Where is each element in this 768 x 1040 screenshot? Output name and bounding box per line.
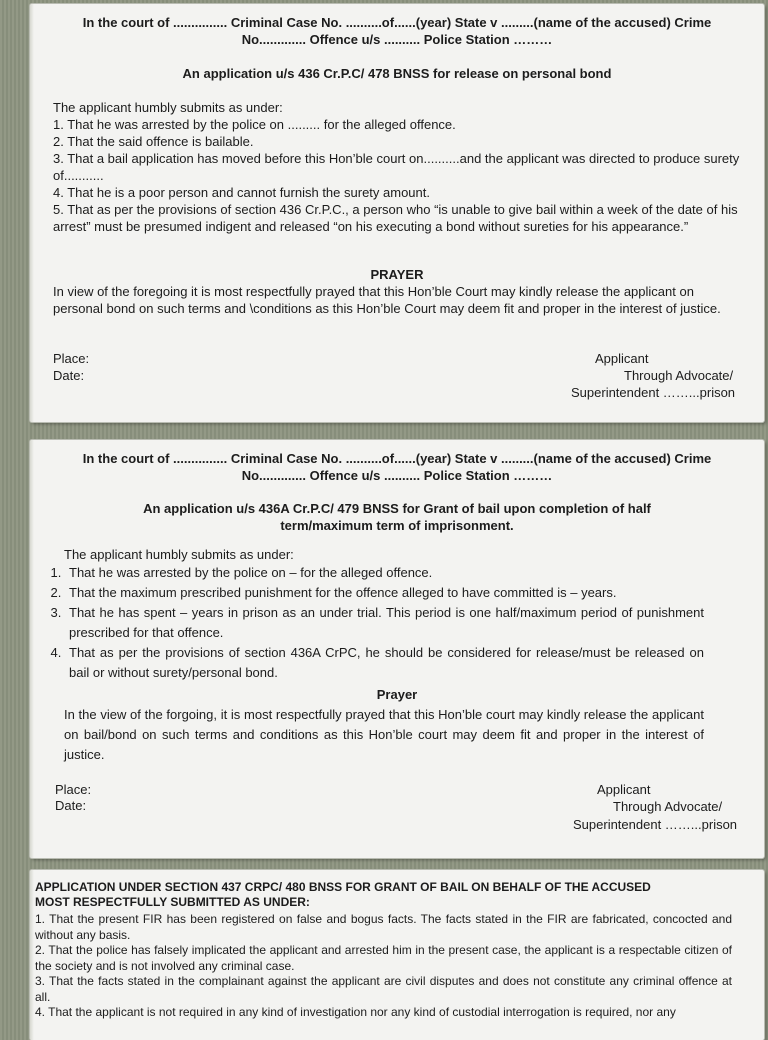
application-title xyxy=(30,500,764,534)
submission-point: 3. That he has spent – years in prison as an under trial. This period is one half/maximum period of punishment prescribed for that offence. xyxy=(65,603,704,643)
place-label: Place: xyxy=(55,782,92,797)
court-header-line-1: In the court of ............... Criminal Case No. ..........of......(year) State v .........(name of the accused) Crime xyxy=(82,451,712,466)
submission-point: 2. That the maximum prescribed punishment for the offence alleged to have committed is – years. xyxy=(65,583,704,603)
signature-advocate: Through Advocate/ xyxy=(613,799,723,814)
application-heading-line-1: APPLICATION UNDER SECTION 437 CRPC/ 480 BNSS FOR GRANT OF BAIL ON BEHALF OF THE ACCUSED xyxy=(35,880,651,894)
application-heading-line-2: MOST RESPECTFULLY SUBMITTED AS UNDER: xyxy=(35,895,310,909)
court-header-line-2: No............. Offence u/s .......... Police Station ……… xyxy=(241,32,553,47)
submission-point: 3. That a bail application has moved before this Hon’ble court on..........and the applicant was directed to produce surety of........... xyxy=(53,151,740,183)
signature-superintendent: Superintendent ……...prison xyxy=(573,817,738,832)
prayer-text: In the view of the forgoing, it is most respectfully prayed that this Hon’ble court may kindly release the applicant on bail/bond on such terms and conditions as this Hon’ble court may deem fit and proper in the interest of justice. xyxy=(64,707,704,762)
grounds-list xyxy=(35,912,732,1021)
document-page-half-term-bail xyxy=(30,440,764,858)
submission-point: 4. That he is a poor person and cannot furnish the surety amount. xyxy=(53,185,430,200)
ground-point: 3. That the facts stated in the complainant against the applicant are civil disputes and does not constitute any criminal offence at all. xyxy=(35,974,732,1004)
application-title-line-2: term/maximum term of imprisonment. xyxy=(280,518,514,533)
court-header xyxy=(30,14,764,48)
submission-point: 2. That the said offence is bailable. xyxy=(53,134,254,149)
prayer-title: PRAYER xyxy=(370,267,424,282)
application-heading xyxy=(35,880,758,910)
signature-applicant: Applicant xyxy=(595,351,649,366)
application-title-line-1: An application u/s 436A Cr.P.C/ 479 BNSS for Grant of bail upon completion of half xyxy=(143,501,651,516)
document-page-regular-bail xyxy=(30,870,764,1040)
submission-point: 5. That as per the provisions of section 436 Cr.P.C., a person who “is unable to give bail within a week of the date of his arrest” must be presumed indigent and released “on his executing a bond without sureties for his appearance.” xyxy=(53,202,738,234)
ground-point: 2. That the police has falsely implicated the applicant and arrested him in the present case, the applicant is a respectable citizen of the society and is not involved any criminal case. xyxy=(35,943,732,973)
prayer-text: In view of the foregoing it is most respectfully prayed that this Hon’ble Court may kindly release the applicant on personal bond on such terms and \conditions as this Hon’ble Court may deem fit and proper in the interest of justice. xyxy=(53,284,721,316)
date-label: Date: xyxy=(55,798,87,813)
ground-point: 1. That the present FIR has been registered on false and bogus facts. The facts stated in the FIR are fabricated, concocted and without any basis. xyxy=(35,912,732,942)
submissions-intro: The applicant humbly submits as under: xyxy=(53,100,283,115)
submission-point: 4. That as per the provisions of section 436A CrPC, he should be considered for release/must be released on bail or without surety/personal bond. xyxy=(65,643,704,683)
signature-applicant: Applicant xyxy=(597,782,651,797)
signature-advocate: Through Advocate/ xyxy=(624,368,734,383)
submissions-intro: The applicant humbly submits as under: xyxy=(64,547,294,562)
application-title: An application u/s 436 Cr.P.C/ 478 BNSS for release on personal bond xyxy=(182,66,612,81)
submissions-block xyxy=(53,99,742,235)
signature-superintendent: Superintendent ……...prison xyxy=(571,385,736,400)
submission-point: 1. That he was arrested by the police on ......... for the alleged offence. xyxy=(53,117,456,132)
document-page-personal-bond xyxy=(30,4,764,422)
prayer-title: Prayer xyxy=(376,687,418,702)
court-header xyxy=(30,450,764,484)
submission-point: 1. That he was arrested by the police on – for the alleged offence. xyxy=(65,563,704,583)
date-label: Date: xyxy=(53,368,85,383)
submissions-list xyxy=(34,563,704,683)
ground-point: 4. That the applicant is not required in any kind of investigation nor any kind of custodial interrogation is required, nor any xyxy=(35,1005,676,1019)
place-label: Place: xyxy=(53,351,90,366)
court-header-line-2: No............. Offence u/s .......... Police Station ……… xyxy=(241,468,553,483)
court-header-line-1: In the court of ............... Criminal Case No. ..........of......(year) State v .........(name of the accused) Crime xyxy=(82,15,712,30)
